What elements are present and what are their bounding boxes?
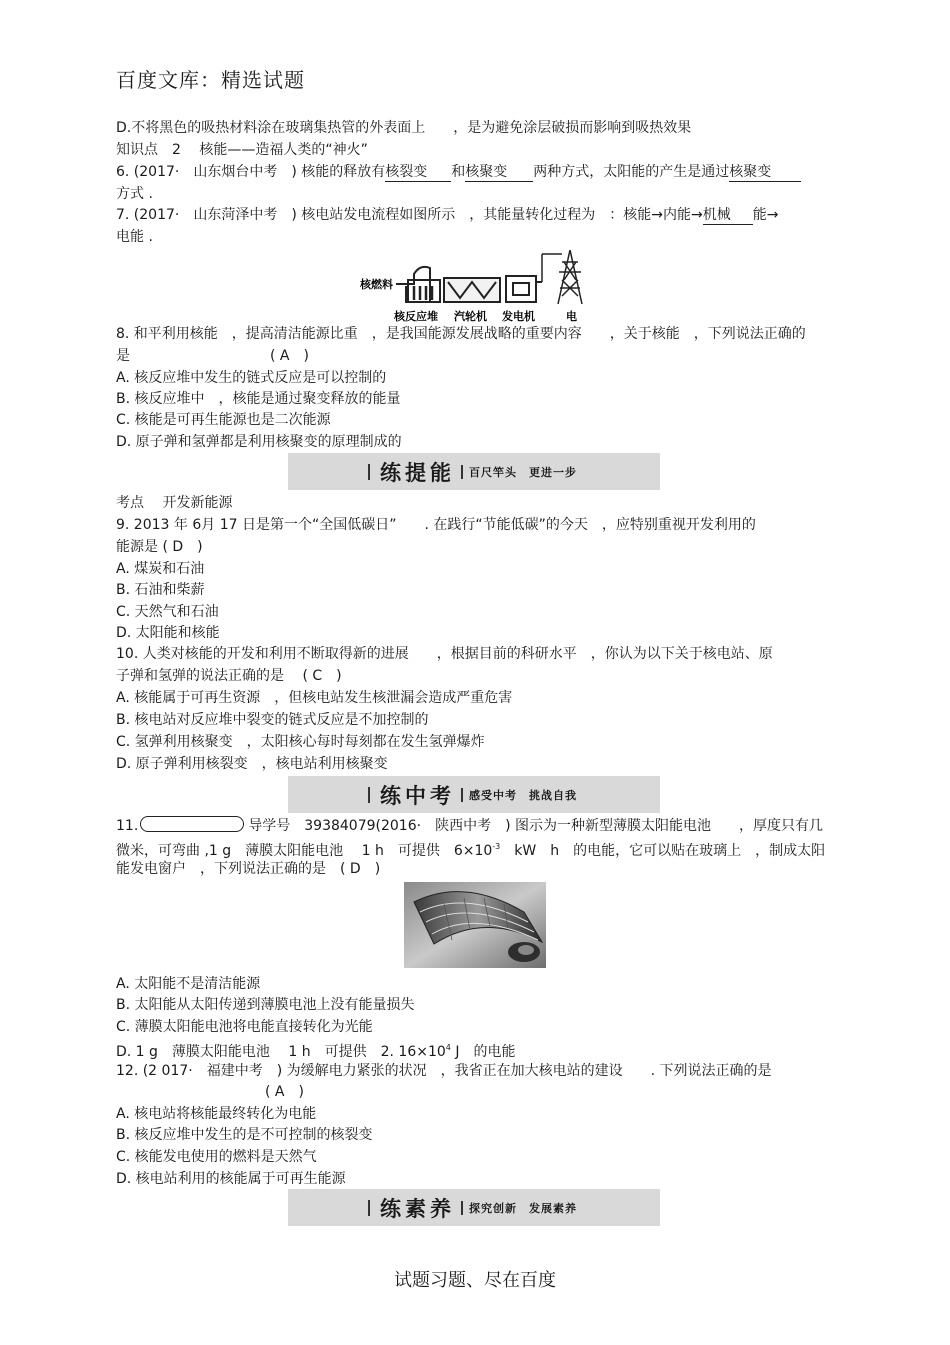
- nuclear-plant-diagram: [356, 246, 596, 324]
- option-c: C. 薄膜太阳能电池将电能直接转化为光能: [116, 1019, 373, 1035]
- option-b: B. 太阳能从太阳传递到薄膜电池上没有能量损失: [116, 997, 415, 1013]
- question-9-cont: 能源是 ( D ): [116, 539, 203, 555]
- option-c: C. 核能发电使用的燃料是天然气: [116, 1149, 317, 1165]
- label-turbine: 汽轮机: [454, 310, 487, 323]
- answer-blank: 核裂变: [385, 163, 451, 182]
- solar-cell-photo: [404, 882, 546, 968]
- option-c: C. 氢弹利用核聚变 ，太阳核心每时每刻都在发生氢弹爆炸: [116, 734, 485, 750]
- option-a: A. 太阳能不是清洁能源: [116, 976, 261, 992]
- option-c: C. 核能是可再生能源也是二次能源: [116, 412, 331, 428]
- question-11: 11. 导学号 39384079(2016· 陕西中考 ) 图示为一种新型薄膜太阳能电池 ，厚度只有几: [116, 818, 823, 834]
- question-6-cont: 方式 .: [116, 186, 153, 202]
- section-banner: 练素养 探究创新 发展素养: [288, 1189, 660, 1226]
- section-banner: 练提能 百尺竿头 更进一步: [288, 453, 660, 490]
- question-11-cont: 微米，可弯曲 ,1 g 薄膜太阳能电池 1 h 可提供 $6\times 10^{-3}$ kW h 的电能，它可以贴在玻璃上 ，制成太阳: [116, 842, 826, 859]
- question-10-cont: 子弹和氢弹的说法正确的是 ( C ): [116, 668, 342, 684]
- answer-blank: 核聚变: [465, 163, 533, 182]
- question-9: 9. 2013 年 6月 17 日是第一个“全国低碳日” . 在践行“节能低碳”的今天 ，应特别重视开发利用的: [116, 517, 756, 533]
- guide-number-box: [140, 816, 244, 832]
- option-a: A. 核反应堆中发生的链式反应是可以控制的: [116, 370, 387, 386]
- question-8: 8. 和平利用核能 ，提高清洁能源比重 ，是我国能源发展战略的重要内容 ，关于核能 ，下列说法正确的: [116, 326, 806, 342]
- topic-label: 考点 开发新能源: [116, 495, 233, 511]
- option-d: D. 原子弹和氢弹都是利用核聚变的原理制成的: [116, 434, 402, 450]
- answer-blank: 机械: [703, 206, 753, 225]
- question-12-cont: ( A ): [265, 1084, 304, 1100]
- option-b: B. 核电站对反应堆中裂变的链式反应是不加控制的: [116, 712, 429, 728]
- question-11-cont: 能发电窗户 ，下列说法正确的是 ( D ): [116, 861, 381, 877]
- label-reactor: 核反应堆: [394, 310, 438, 323]
- page-header: 百度文库：精选试题: [116, 68, 305, 92]
- option-b: B. 核反应堆中 ，核能是通过聚变释放的能量: [116, 391, 401, 407]
- option-a: A. 核电站将核能最终转化为电能: [116, 1106, 317, 1122]
- option-a: A. 煤炭和石油: [116, 561, 205, 577]
- option-d: D. 原子弹利用核裂变 ，核电站利用核聚变: [116, 756, 388, 772]
- question-10: 10. 人类对核能的开发和利用不断取得新的进展 ，根据目前的科研水平 ，你认为以下关于核电站、原: [116, 646, 773, 662]
- option-d: D. 太阳能和核能: [116, 625, 220, 641]
- section-banner: 练中考 感受中考 挑战自我: [288, 776, 660, 813]
- label-generator: 发电机: [502, 310, 535, 323]
- question-7: 7. (2017· 山东菏泽中考 ) 核电站发电流程如图所示 ，其能量转化过程为 ：核能→内能→机械 能→: [116, 207, 779, 223]
- label-fuel: 核燃料: [360, 278, 393, 291]
- option-b: B. 核反应堆中发生的是不可控制的核裂变: [116, 1127, 373, 1143]
- question-8-cont: 是 ( A ): [116, 348, 309, 364]
- option-a: A. 核能属于可再生资源 ，但核电站发生核泄漏会造成严重危害: [116, 690, 513, 706]
- option-c: C. 天然气和石油: [116, 604, 219, 620]
- page-footer: 试题习题、尽在百度: [394, 1270, 556, 1291]
- answer-blank: 核聚变: [729, 163, 801, 182]
- option-b: B. 石油和柴薪: [116, 582, 205, 598]
- question-6: 6. (2017· 山东烟台中考 ) 核能的释放有核裂变 和核聚变 两种方式，太阳能的产生是通过核聚变: [116, 163, 801, 182]
- label-electric: 电: [566, 310, 577, 323]
- question-12: 12. (2 017· 福建中考 ) 为缓解电力紧张的状况 ，我省正在加大核电站的建设 . 下列说法正确的是: [116, 1063, 772, 1079]
- option-d: D. 核电站利用的核能属于可再生能源: [116, 1171, 346, 1187]
- question-7-cont: 电能 .: [116, 229, 153, 245]
- knowledge-point: 知识点 2 核能——造福人类的“神火”: [116, 142, 368, 158]
- text-line: D.不将黑色的吸热材料涂在玻璃集热管的外表面上 ，是为避免涂层破损而影响到吸热效果: [116, 120, 692, 136]
- option-d: D. 1 g 薄膜太阳能电池 1 h 可提供 2. $16\times 10^4$ J 的电能: [116, 1043, 516, 1060]
